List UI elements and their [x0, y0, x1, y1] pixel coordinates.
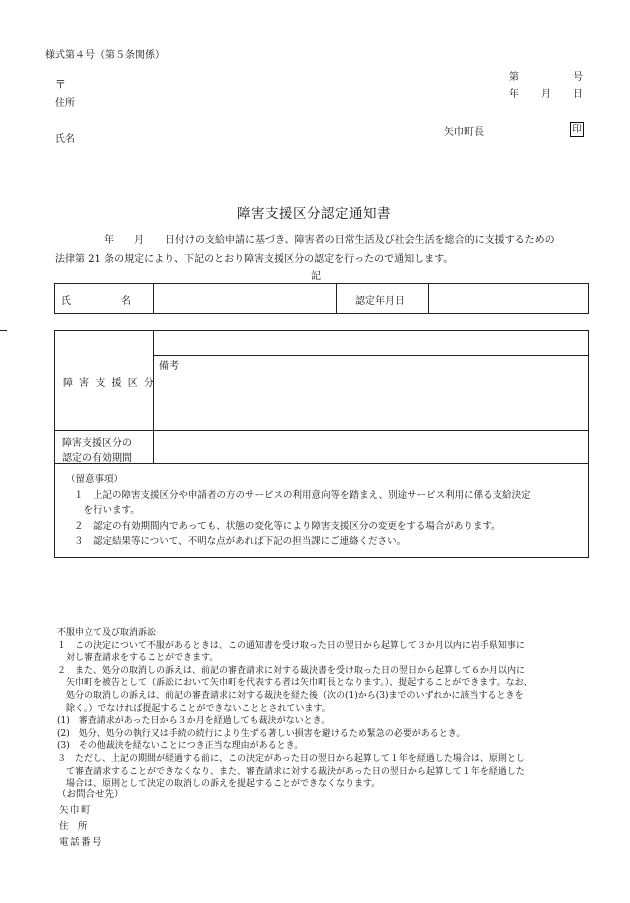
remarks-label: 備考 [159, 361, 179, 372]
notes-line: ３ 認定結果等について、不明な点があれば下記の担当課にご連絡ください。 [74, 536, 407, 547]
appeal-line: (2) 処分、処分の執行又は手続の続行により生ずる著しい損害を避けるため緊急の必要があるとき。 [57, 728, 466, 739]
appeal-line: 対し審査請求をすることができます。 [57, 653, 219, 664]
appeal-title: 不服申立て及び取消訴訟 [57, 628, 157, 638]
notes-line: １ 上記の障害支援区分や申請者の方のサービスの利用意向等を踏まえ、別途サービス利用に係る支給決定 [74, 489, 531, 501]
table-date-label: 認定年月日 [355, 296, 405, 307]
appeal-line: 場合は、原則として決定の取消しの訴えを提起することができなくなります。 [57, 779, 381, 790]
notes-title: （留意事項） [66, 474, 124, 485]
contact-title: （お問合せ先） [57, 789, 124, 800]
postal-mark: 〒 [55, 78, 66, 91]
form-number: 様式第４号（第５条関係） [45, 50, 165, 61]
notes-block [66, 472, 531, 550]
date-day: 日 [573, 89, 583, 100]
appeal-line: 除く。）でなければ提起することができないこととされています。 [57, 703, 331, 714]
appeal-line: ２ また、処分の取消しの訴えは、前記の審査請求に対する裁決書を受け取った日の翌日から起算して６か月以内に [57, 665, 526, 676]
seal-mark: 印 [570, 122, 584, 137]
contact-phone-label: 電話番号 [59, 837, 104, 848]
contact-address-label: 住 所 [59, 821, 88, 832]
date-year: 年 [509, 89, 519, 100]
table-name-label: 氏 名 [61, 296, 131, 307]
intro-year: 年 [104, 235, 114, 246]
notes-line: ２ 認定の有効期間内であっても、状態の変化等により障害支援区分の変更をする場合があります。 [74, 520, 501, 532]
date-month: 月 [541, 89, 551, 100]
appeal-line: 処分の取消しの訴えは、前記の審査請求に対する裁決を経た後（次の(1)から(3)までのいずれかに該当するときを [57, 690, 524, 701]
ki-mark: 記 [311, 271, 321, 282]
contact-town: 矢巾町 [59, 805, 93, 816]
appeal-line: (3) その他裁決を経ないことにつき正当な理由があるとき。 [57, 741, 304, 752]
appeal-line: (1) 審査請求があった日から３か月を経過しても裁決がないとき。 [57, 716, 331, 727]
period-label-1: 障害支援区分の [62, 438, 132, 449]
period-label-2: 認定の有効期間 [62, 453, 132, 464]
appeal-line: １ この決定について不服があるときは、この通知書を受け取った日の翌日から起算して３か月以内に岩手県知事に [57, 640, 525, 651]
intro-month: 月 [134, 235, 144, 246]
name-label: 氏名 [55, 134, 75, 145]
appeal-line: ３ ただし、上記の期間が経過する前に、この決定があった日の翌日から起算して１年を経過した場合は、原則とし [57, 753, 525, 764]
appeal-line: て審査請求することができなくなり、また、審査請求に対する裁決があった日の翌日から起算して１年を経過した [57, 766, 525, 777]
intro-line-1: 日付けの支給申請に基づき、障害者の日常生活及び社会生活を総合的に支援するための [165, 235, 555, 246]
document-title: 障害支援区分認定通知書 [237, 206, 391, 222]
number-dai: 第 [509, 72, 519, 83]
name-date-table [54, 283, 589, 314]
category-label: 障 害 支 援 区 分 [63, 378, 156, 389]
appeal-block [57, 627, 533, 791]
number-go: 号 [573, 72, 583, 83]
intro-line-2: 法律第 21 条の規定により、下記のとおり障害支援区分の認定を行ったので通知します。 [55, 254, 454, 265]
address-label: 住所 [55, 98, 75, 109]
appeal-line: 矢巾町を被告として（訴訟において矢巾町を代表する者は矢巾町長となります。）、提起することができます。なお、 [57, 678, 533, 689]
issuer-name: 矢巾町長 [444, 127, 484, 138]
notes-line: を行います。 [74, 505, 140, 516]
